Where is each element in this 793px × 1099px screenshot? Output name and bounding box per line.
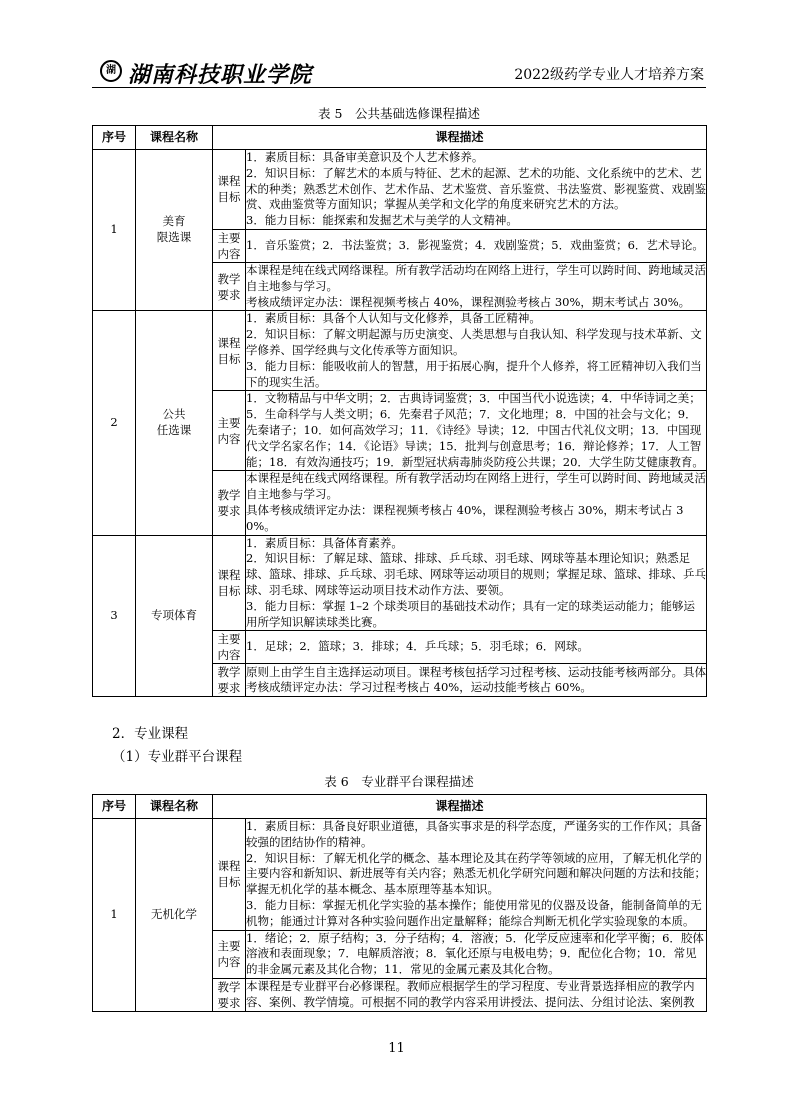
description-line: 1．文物精品与中华文明；2．古典诗词鉴赏；3．中国当代小说选读；4．中华诗词之美；5．生命科学与人类文明；6．先秦君子风范；7．文化地理；8．中国的社会与文化；9．先秦诸子；10．如何高效学习；11．《诗经》导读；12．中国古代礼仪文明；13．中国现代文学名家名作；14．《论语》导读；15．批判与创意思考；16．辩论修养；17．人工智能；18．有效沟通技巧；19．新型冠状病毒肺炎防疫公共课；20．大学生防艾健康教育。 xyxy=(246,391,704,469)
description-line: 1．素质目标：具备良好职业道德，具备实事求是的科学态度，严谨务实的工作作风；具备较强的团结协作的精神。 xyxy=(246,819,702,849)
section-description xyxy=(246,471,707,535)
description-line: 1．素质目标：具备体育素养。 xyxy=(246,535,403,550)
column-header-course-name: 课程名称 xyxy=(136,126,213,150)
section-description xyxy=(246,664,707,697)
course-name: 专项体育 xyxy=(136,535,213,697)
table-6-body xyxy=(93,819,707,1012)
description-line: 1．足球；2．篮球；3．排球；4．乒乓球；5．羽毛球；6．网球。 xyxy=(246,639,589,654)
section-label: 主要 内容 xyxy=(213,229,246,262)
section-description xyxy=(246,535,707,631)
table-5-caption: 表 5 公共基础选修课程描述 xyxy=(318,106,480,121)
description-line: 3．能力目标：掌握无机化学实验的基本操作；能使用常见的仪器及设备，能制备简单的无机物；能通过计算对各种实验问题作出定量解释；能综合判断无机化学实验现象的本质。 xyxy=(246,897,702,928)
description-line: 1．音乐鉴赏；2．书法鉴赏；3．影视鉴赏；4．戏剧鉴赏；5．戏曲鉴赏；6．艺术导论。 xyxy=(246,238,704,253)
table-5 xyxy=(92,125,707,697)
section-label: 主要 内容 xyxy=(213,631,246,664)
row-number: 3 xyxy=(93,535,136,697)
column-header-description: 课程描述 xyxy=(213,795,707,819)
section-description xyxy=(246,311,707,391)
section-label: 教学 要求 xyxy=(213,978,246,1011)
description-line: 1．素质目标：具备个人认知与文化修养，具备工匠精神。 xyxy=(246,311,541,326)
document-title: 2022级药学专业人才培养方案 xyxy=(514,67,704,83)
section-label: 课程 目标 xyxy=(213,819,246,931)
section-description xyxy=(246,150,707,230)
column-header-description: 课程描述 xyxy=(213,126,707,150)
section-label: 主要 内容 xyxy=(213,391,246,471)
college-seal-icon: 湖 xyxy=(100,60,122,82)
section-description xyxy=(246,631,707,664)
section-label: 课程 目标 xyxy=(213,535,246,631)
table-header-row xyxy=(93,795,707,819)
header-divider xyxy=(92,87,706,88)
table-header-row xyxy=(93,126,707,150)
section-label: 教学 要求 xyxy=(213,664,246,697)
table-6-caption: 表 6 专业群平台课程描述 xyxy=(324,774,474,789)
description-line: 考核成绩评定办法：课程视频考核占 40%，课程测验考核占 30%，期末考试占 30%。 xyxy=(246,294,691,309)
course-name: 无机化学 xyxy=(136,819,213,1012)
section-description xyxy=(246,978,707,1011)
table-row xyxy=(93,535,707,631)
course-name: 美育 限选课 xyxy=(136,150,213,311)
column-header-number: 序号 xyxy=(93,126,136,150)
section-label: 教学 要求 xyxy=(213,262,246,310)
description-line: 1．素质目标：具备审美意识及个人艺术修养。 xyxy=(246,150,484,164)
table-row xyxy=(93,819,707,931)
section-description xyxy=(246,229,707,262)
table-6 xyxy=(92,794,707,1012)
college-name: 湖南科技职业学院 xyxy=(128,62,313,88)
row-number: 1 xyxy=(93,150,136,311)
description-line: 具体考核成绩评定办法：课程视频考核占 40%，课程测验考核占 30%，期末考试占 30%。 xyxy=(246,502,684,533)
subsection-heading: （1）专业群平台课程 xyxy=(112,749,243,765)
description-line: 本课程是专业群平台必修课程。教师应根据学生的学习程度、专业背景选择相应的教学内容、案例、教学情境。可根据不同的教学内容采用讲授法、提问法、分组讨论法、案例教 xyxy=(246,979,695,1009)
description-line: 本课程是纯在线式网络课程。所有教学活动均在网络上进行，学生可以跨时间、跨地域灵活自主地参与学习。 xyxy=(246,471,706,502)
section-description xyxy=(246,930,707,978)
description-line: 2．知识目标：了解艺术的本质与特征、艺术的起源、艺术的功能、文化系统中的艺术、艺术的种类；熟悉艺术创作、艺术作品、艺术鉴赏、音乐鉴赏、书法鉴赏、影视鉴赏、戏剧鉴赏、戏曲鉴赏等方面知识；掌握从美学和文化学的角度来研究艺术的方法。 xyxy=(246,165,706,212)
column-header-course-name: 课程名称 xyxy=(136,795,213,819)
description-line: 本课程是纯在线式网络课程。所有教学活动均在网络上进行，学生可以跨时间、跨地域灵活自主地参与学习。 xyxy=(246,262,706,293)
description-line: 3．能力目标：能探索和发掘艺术与美学的人文精神。 xyxy=(246,213,518,228)
row-number: 2 xyxy=(93,311,136,535)
column-header-number: 序号 xyxy=(93,795,136,819)
description-line: 2．知识目标：了解足球、篮球、排球、乒乓球、羽毛球、网球等基本理论知识；熟悉足球、篮球、排球、乒乓球、羽毛球、网球等运动项目的规则；掌握足球、篮球、排球、乒乓球、羽毛球、网球等运动项目技术动作方法、要领。 xyxy=(246,551,706,597)
description-line: 3．能力目标：掌握 1–2 个球类项目的基础技术动作；具有一定的球类运动能力；能够运用所学知识解读球类比赛。 xyxy=(246,598,696,629)
section-label: 课程 目标 xyxy=(213,311,246,391)
table-row xyxy=(93,150,707,230)
description-line: 1．绪论；2．原子结构；3．分子结构；4．溶液；5．化学反应速率和化学平衡；6．胶体溶液和表面现象；7．电解质溶液；8．氧化还原与电极电势；9．配位化合物；10．常见的非金属元素及其化合物；11．常见的金属元素及其化合物。 xyxy=(246,930,704,977)
table-row xyxy=(93,311,707,391)
table-5-body xyxy=(93,150,707,697)
page-number: 11 xyxy=(388,1041,405,1056)
section-label: 课程 目标 xyxy=(213,150,246,230)
page-header xyxy=(92,56,706,88)
section-label: 教学 要求 xyxy=(213,471,246,535)
section-label: 主要 内容 xyxy=(213,930,246,978)
section-heading: 2．专业课程 xyxy=(112,726,189,742)
section-description xyxy=(246,391,707,471)
description-line: 2．知识目标：了解无机化学的概念、基本理论及其在药学等领域的应用，了解无机化学的主要内容和新知识、新进展等有关内容；熟悉无机化学研究问题和解决问题的方法和技能；掌握无机化学的基本概念、基本原理等基本知识。 xyxy=(246,850,706,897)
course-name: 公共 任选课 xyxy=(136,311,213,535)
section-description xyxy=(246,262,707,310)
row-number: 1 xyxy=(93,819,136,1012)
description-line: 原则上由学生自主选择运动项目。课程考核包括学习过程考核、运动技能考核两部分。具体考核成绩评定办法：学习过程考核占 40%，运动技能考核占 60%。 xyxy=(246,664,706,695)
description-line: 2．知识目标：了解文明起源与历史演变、人类思想与自我认知、科学发现与技术革新、文学修养、国学经典与文化传承等方面知识。 xyxy=(246,327,702,357)
description-line: 3．能力目标：能吸收前人的智慧，用于拓展心胸，提升个人修养，将工匠精神切入我们当下的现实生活。 xyxy=(246,358,702,389)
section-description xyxy=(246,819,707,931)
